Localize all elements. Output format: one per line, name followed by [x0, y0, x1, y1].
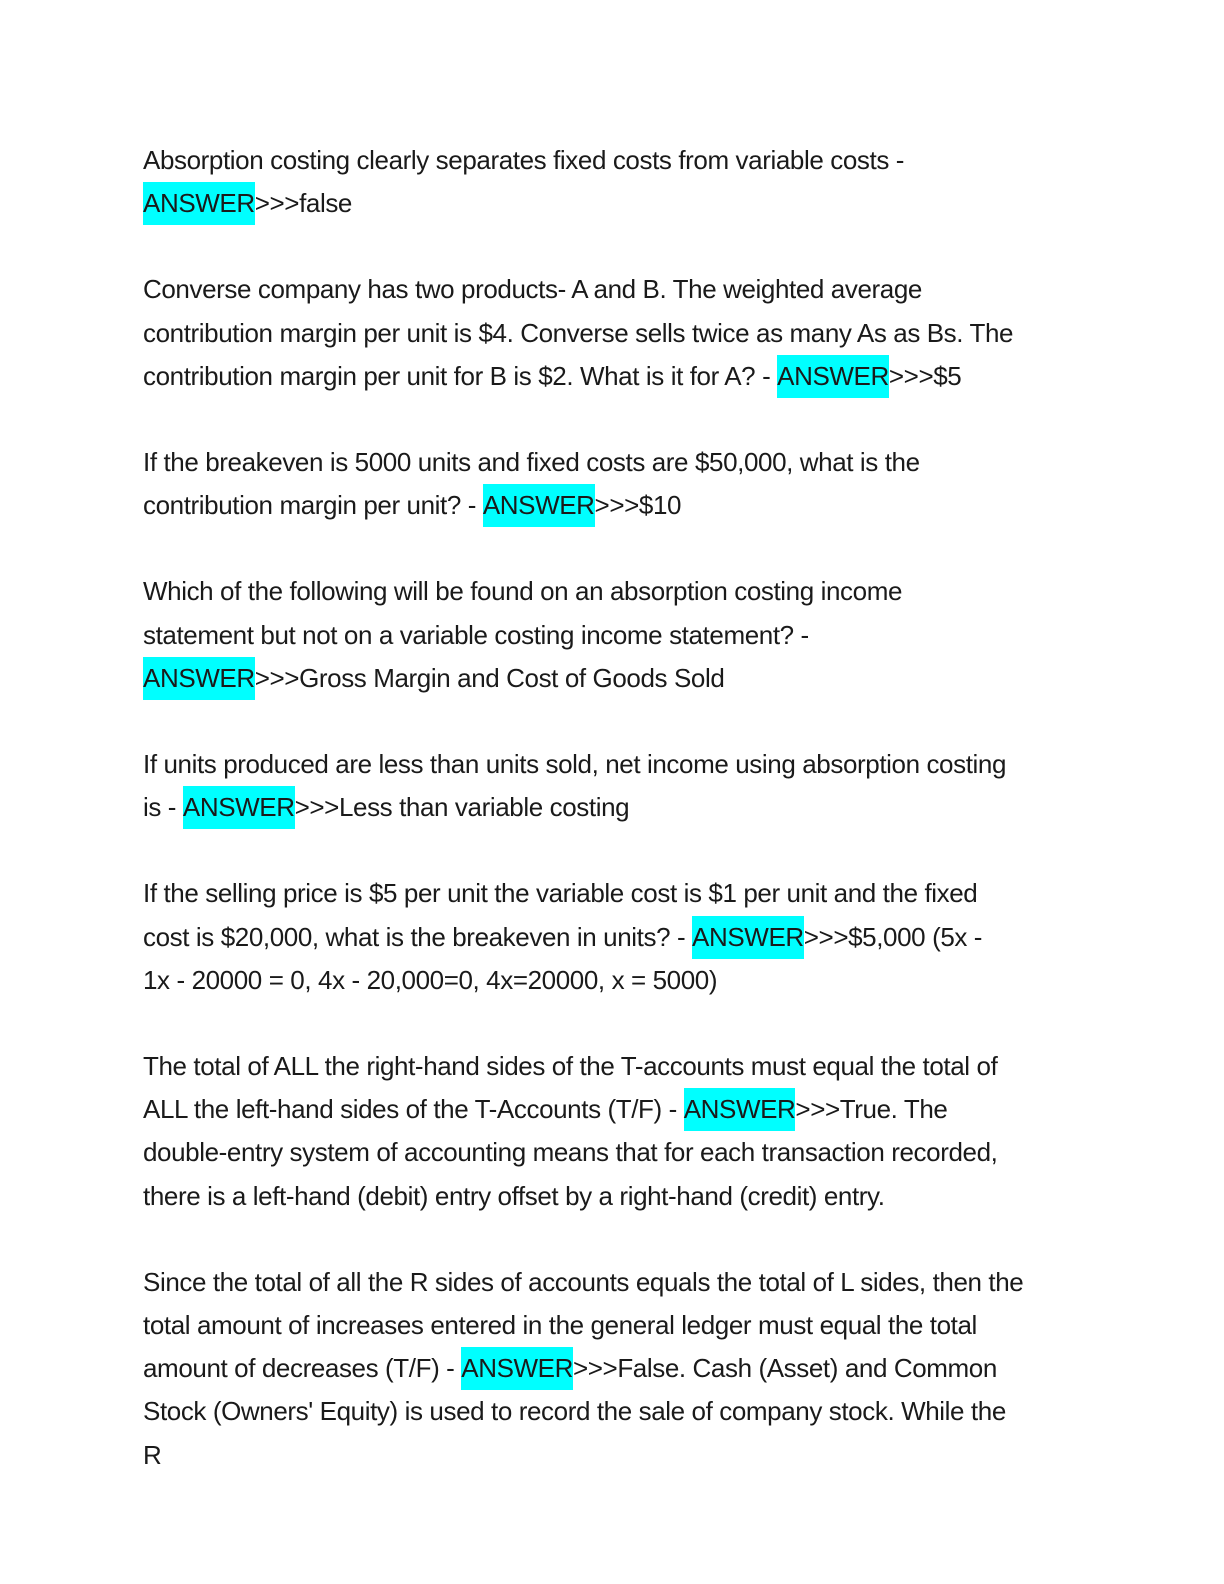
text-line	[143, 1261, 1083, 1304]
line-text: amount of decreases (T/F) -	[143, 1353, 462, 1384]
line-text: there is a left-hand (debit) entry offset by a right-hand (credit) entry.	[143, 1180, 885, 1211]
line-text: cost is $20,000, what is the breakeven in units? -	[143, 921, 693, 952]
answer-highlight: ANSWER	[692, 916, 804, 959]
qa-item	[143, 570, 1083, 700]
line-text: Since the total of all the R sides of accounts equals the total of L sides, then the	[143, 1266, 1024, 1297]
answer-text: >>>False. Cash (Asset) and Common	[572, 1353, 997, 1384]
qa-item	[143, 1261, 1083, 1477]
answer-highlight: ANSWER	[461, 1347, 573, 1390]
qa-item	[143, 139, 1083, 225]
text-line	[143, 1175, 1083, 1218]
answer-text: >>>$10	[594, 490, 682, 521]
text-line	[143, 355, 1083, 398]
line-text: statement but not on a variable costing income statement? -	[143, 619, 809, 650]
line-text: double-entry system of accounting means that for each transaction recorded,	[143, 1137, 998, 1168]
line-text: contribution margin per unit? -	[143, 490, 483, 521]
answer-highlight: ANSWER	[684, 1088, 796, 1131]
answer-text: >>>Less than variable costing	[294, 792, 630, 823]
qa-item	[143, 743, 1083, 829]
text-line	[143, 268, 1083, 311]
answer-highlight: ANSWER	[143, 182, 255, 225]
line-text: If units produced are less than units sold, net income using absorption costing	[143, 749, 1007, 780]
line-text: total amount of increases entered in the general ledger must equal the total	[143, 1310, 977, 1341]
line-text: 1x - 20000 = 0, 4x - 20,000=0, 4x=20000, x = 5000)	[143, 964, 718, 995]
text-line	[143, 1434, 1083, 1477]
text-line	[143, 570, 1083, 613]
line-text: contribution margin per unit is $4. Converse sells twice as many As as Bs. The	[143, 317, 1014, 348]
text-line	[143, 916, 1083, 959]
text-line	[143, 1304, 1083, 1347]
qa-item	[143, 872, 1083, 1002]
answer-highlight: ANSWER	[483, 484, 595, 527]
line-text: If the breakeven is 5000 units and fixed costs are $50,000, what is the	[143, 447, 920, 478]
qa-item	[143, 1045, 1083, 1218]
line-text: Converse company has two products- A and B. The weighted average	[143, 274, 922, 305]
answer-text: >>>True. The	[795, 1094, 948, 1125]
text-line	[143, 441, 1083, 484]
line-text: Stock (Owners' Equity) is used to record the sale of company stock. While the	[143, 1396, 1006, 1427]
answer-text: >>>Gross Margin and Cost of Goods Sold	[254, 662, 725, 693]
line-text: contribution margin per unit for B is $2. What is it for A? -	[143, 360, 778, 391]
line-text: The total of ALL the right-hand sides of the T-accounts must equal the total of	[143, 1051, 998, 1082]
text-line	[143, 959, 1083, 1002]
qa-item	[143, 268, 1083, 398]
answer-highlight: ANSWER	[183, 786, 295, 829]
text-line	[143, 786, 1083, 829]
line-text: Absorption costing clearly separates fixed costs from variable costs -	[143, 145, 905, 175]
text-line	[143, 1088, 1083, 1131]
text-line	[143, 182, 1083, 225]
answer-highlight: ANSWER	[143, 657, 255, 700]
text-line	[143, 872, 1083, 915]
answer-text: >>>false	[254, 188, 352, 219]
text-line	[143, 1390, 1083, 1433]
line-text: ALL the left-hand sides of the T-Accounts (T/F) -	[143, 1094, 684, 1125]
text-line	[143, 1131, 1083, 1174]
text-line	[143, 484, 1083, 527]
text-line	[143, 614, 1083, 657]
qa-item	[143, 441, 1083, 527]
text-line	[143, 743, 1083, 786]
document-body	[143, 139, 1083, 1520]
line-text: Which of the following will be found on an absorption costing income	[143, 576, 903, 607]
answer-highlight: ANSWER	[777, 355, 889, 398]
text-line	[143, 139, 1083, 182]
answer-text: >>>$5,000 (5x -	[803, 921, 983, 952]
line-text: R	[143, 1439, 162, 1470]
answer-text: >>>$5	[888, 360, 962, 391]
text-line	[143, 1045, 1083, 1088]
text-line	[143, 657, 1083, 700]
text-line	[143, 312, 1083, 355]
line-text: is -	[143, 792, 183, 823]
text-line	[143, 1347, 1083, 1390]
line-text: If the selling price is $5 per unit the variable cost is $1 per unit and the fixed	[143, 878, 978, 909]
